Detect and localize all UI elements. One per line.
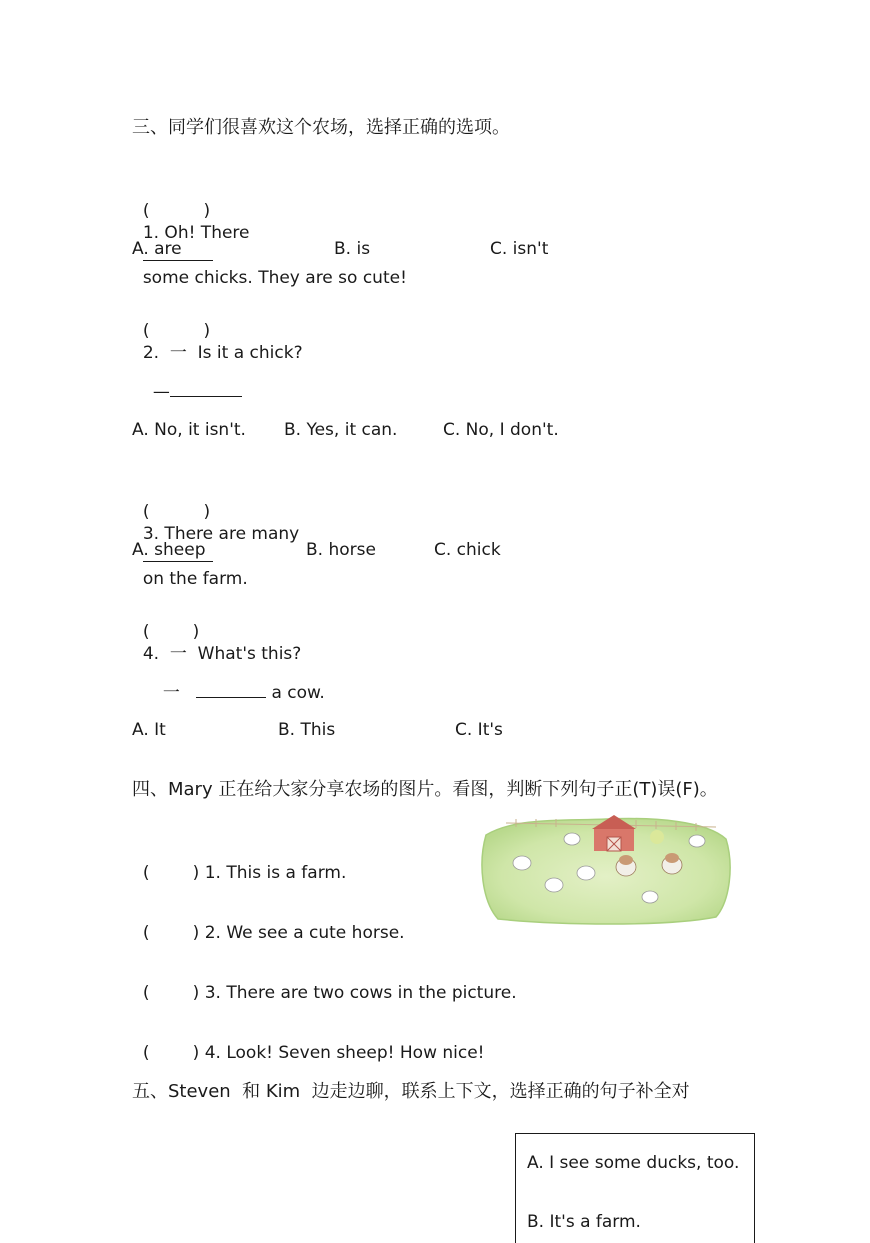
option-a: A. It bbox=[132, 720, 166, 740]
option-c: C. chick bbox=[434, 540, 501, 560]
option-c: C. It's bbox=[455, 720, 503, 740]
farm-illustration bbox=[476, 805, 734, 927]
question-text: 3. There are many bbox=[142, 524, 300, 544]
option-a: A. sheep bbox=[132, 540, 206, 560]
answer-line bbox=[142, 358, 242, 403]
fill-in-blank bbox=[170, 380, 242, 397]
question-text-continued: some chicks. They are so cute! bbox=[142, 268, 407, 288]
option-c: C. No, I don't. bbox=[443, 420, 559, 440]
fill-in-blank bbox=[196, 681, 266, 698]
option-b: B. horse bbox=[306, 540, 376, 560]
answer-parenthesis[interactable]: ( ) bbox=[142, 201, 211, 221]
question-4-row bbox=[132, 599, 301, 665]
tf-item-3 bbox=[132, 960, 517, 1004]
answer-parenthesis[interactable]: ( ) bbox=[142, 622, 200, 642]
answer-parenthesis[interactable]: ( ) bbox=[142, 863, 200, 883]
section-5-heading: 五、Steven 和 Kim 边走边聊，联系上下文，选择正确的句子补全对 bbox=[132, 1081, 690, 1102]
option-a: A. are bbox=[132, 239, 182, 259]
question-3-row bbox=[132, 479, 299, 590]
section-4-heading: 四、Mary 正在给大家分享农场的图片。看图，判断下列句子正(T)误(F)。 bbox=[132, 779, 718, 800]
tf-item-1 bbox=[132, 840, 346, 884]
question-text: 2. 一 Is it a chick? bbox=[142, 343, 303, 363]
answer-line bbox=[152, 659, 325, 704]
dash: — bbox=[152, 382, 170, 402]
tf-statement: 2. We see a cute horse. bbox=[204, 923, 405, 943]
answer-parenthesis[interactable]: ( ) bbox=[142, 983, 200, 1003]
tree bbox=[650, 830, 664, 844]
option-c: C. isn't bbox=[490, 239, 549, 259]
question-1-row bbox=[132, 178, 407, 289]
answer-options-box bbox=[515, 1133, 755, 1243]
answer-text: a cow. bbox=[271, 683, 325, 703]
answer-parenthesis[interactable]: ( ) bbox=[142, 502, 211, 522]
box-option-b: B. It's a farm. bbox=[527, 1212, 641, 1232]
question-text-continued: on the farm. bbox=[142, 569, 248, 589]
option-b: B. is bbox=[334, 239, 371, 259]
question-text: 4. 一 What's this? bbox=[142, 644, 302, 664]
answer-parenthesis[interactable]: ( ) bbox=[142, 923, 200, 943]
answer-parenthesis[interactable]: ( ) bbox=[142, 1043, 200, 1063]
question-2-row bbox=[132, 298, 303, 364]
question-text: 1. Oh! There bbox=[142, 223, 250, 243]
option-a: A. No, it isn't. bbox=[132, 420, 246, 440]
section-3-heading: 三、同学们很喜欢这个农场，选择正确的选项。 bbox=[132, 117, 510, 138]
option-b: B. This bbox=[278, 720, 336, 740]
dash: 一 bbox=[162, 683, 180, 703]
tf-statement: 4. Look! Seven sheep! How nice! bbox=[204, 1043, 485, 1063]
tf-item-2 bbox=[132, 900, 405, 944]
tf-statement: 1. This is a farm. bbox=[204, 863, 347, 883]
tf-statement: 3. There are two cows in the picture. bbox=[204, 983, 517, 1003]
answer-parenthesis[interactable]: ( ) bbox=[142, 321, 211, 341]
box-option-a: A. I see some ducks, too. bbox=[527, 1153, 740, 1173]
option-b: B. Yes, it can. bbox=[284, 420, 398, 440]
tf-item-4 bbox=[132, 1020, 485, 1064]
